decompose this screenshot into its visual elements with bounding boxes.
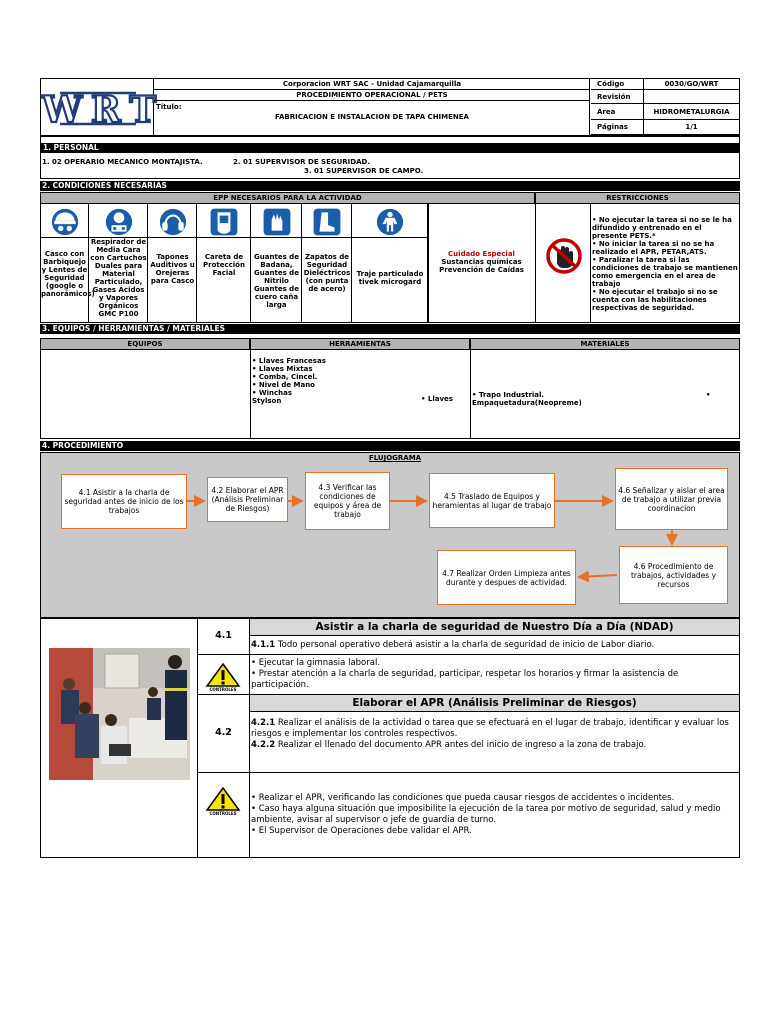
detail-divider-5 [198, 772, 740, 773]
section-4-2-controls [251, 793, 738, 837]
special-care-line-1: Sustancias químicas [441, 258, 522, 266]
header-field-value: 1/1 [644, 120, 739, 135]
personal-heading: 1. PERSONAL [41, 143, 739, 153]
epp-label: Zapatos de Seguridad Dieléctricos (con punta de acero) [303, 253, 351, 293]
sub-number: 4.2.1 [251, 718, 276, 728]
tool-item: • Nivel de Mano [252, 381, 315, 389]
flow-arrow [579, 575, 617, 577]
restriction-item: • No iniciar la tarea si no se ha realizado el APR, PETAR,ATS. [592, 240, 715, 256]
tool-item: • Winchas [252, 389, 293, 397]
epp-label: Casco con Barbiquejo y Lentes de Seguridad (google o panorámicos) [41, 250, 95, 298]
section-4-2-subs [251, 718, 738, 751]
restriction-item: • No ejecutar la tarea si no se le ha difundido y entrenado en el presente PETS.* [592, 216, 732, 240]
title-label: Título: [156, 103, 182, 111]
company-line: Corporacion WRT SAC - Unidad Cajamarquilla [154, 79, 590, 90]
sub-number: 4.1.1 [251, 640, 276, 650]
sub-number: 4.2.2 [251, 740, 276, 750]
conditions-heading: 2. CONDICIONES NECESARIAS [40, 181, 740, 191]
header-field-label: Revisión [591, 90, 643, 104]
epp-label: Respirador de Media Cara con Cartuchos Duales para Material Particulado, Gases Ácidos y Vapores Orgánicos GMC P100 [90, 238, 147, 318]
tool-item: • Llaves Mixtas [252, 365, 313, 373]
epp-label: Traje particulado tivek microgard [356, 270, 424, 286]
svg-text:CONTROLES: CONTROLES [209, 687, 237, 692]
personal-line-2: 3. 01 SUPERVISOR DE CAMPO. [304, 167, 424, 175]
detail-divider-3 [198, 654, 740, 655]
header-field-label: Código [591, 79, 643, 90]
epp-label: Tapones Auditivos u Orejeras para Casco [150, 253, 195, 285]
section-4-1-title: Asistir a la charla de seguridad de Nuestro Día a Día (NDAD) [249, 618, 740, 636]
restrictions-heading: RESTRICCIONES [535, 192, 740, 204]
flow-title: FLUJOGRAMA [368, 454, 422, 462]
col-herramientas: HERRAMIENTAS [250, 338, 470, 350]
restriction-item: • Paralizar la tarea si las condiciones de trabajo se mantienen como emergencia en el area de trabajo [592, 256, 738, 288]
col-materiales: MATERIALES [470, 338, 740, 350]
sub-item [251, 740, 738, 751]
header-field-value: HIDROMETALURGIA [644, 104, 739, 120]
epp-heading: EPP NECESARIOS PARA LA ACTIVIDAD [40, 192, 535, 204]
section-4-1-controls [251, 658, 738, 691]
personal-line-1a: 1. 02 OPERARIO MECANICO MONTAJISTA. [42, 158, 203, 166]
safety-talk-photo [49, 648, 190, 780]
warning-icon [204, 786, 242, 816]
flow-step-4-3: 4.3 Verificar las condiciones de equipos y área de trabajo [305, 472, 390, 530]
col-equipos: EQUIPOS [40, 338, 250, 350]
flow-step-4-6b: 4.6 Procedimiento de trabajos, actividades y recursos [619, 546, 728, 604]
equipment-heading: 3. EQUIPOS / HERRAMIENTAS / MATERIALES [40, 324, 740, 334]
detail-divider-4 [198, 694, 249, 695]
control-item: • Prestar atención a la charla de seguridad, participar, respetar los horarios y firmar la asistencia de participación. [251, 669, 679, 690]
header-field-label: Páginas [591, 120, 643, 135]
control-item: • Realizar el APR, verificando las condiciones que pueda causar riesgos de accidentes o incidentes. [251, 793, 675, 803]
flow-step-4-6a: 4.6 Señalizar y aislar el area de trabajo a utilizar previa coordinacion [615, 468, 728, 530]
personal-line-1b: 2. 01 SUPERVISOR DE SEGURIDAD. [233, 158, 370, 166]
section-4-2-title: Elaborar el APR (Análisis Preliminar de Riesgos) [249, 694, 740, 712]
tool-item: • Llaves Francesas [252, 357, 326, 365]
doc-title: FABRICACION E INSTALACION DE TAPA CHIMENEA [275, 113, 469, 121]
doc-type: PROCEDIMIENTO OPERACIONAL / PETS [154, 90, 590, 101]
warning-icon [204, 662, 242, 692]
flow-step-4-1: 4.1 Asistir a la charla de seguridad antes de inicio de los trabajos [61, 474, 187, 529]
control-item: • Ejecutar la gimnasia laboral. [251, 658, 381, 668]
sub-text: Todo personal operativo deberá asistir a la charla de seguridad de inicio de Labor diario. [275, 640, 655, 650]
epp-label: Careta de Protección Facial [203, 253, 245, 277]
tool-item: Stylson [252, 397, 282, 405]
material-item: Empaquetadura(Neopreme) [472, 399, 582, 407]
control-item: • El Supervisor de Operaciones debe validar el APR. [251, 826, 472, 836]
material-bullet: • [706, 391, 711, 399]
sub-item [251, 718, 738, 740]
svg-text:CONTROLES: CONTROLES [209, 811, 237, 816]
special-care-line-2: Prevención de Caídas [439, 266, 524, 274]
header-field-label: Área [591, 104, 643, 120]
flow-step-4-5: 4.5 Traslado de Equipos y heramientas al lugar de trabajo [429, 473, 555, 528]
section-4-1-number: 4.1 [215, 630, 232, 641]
epp-label: Guantes de Badana, Guantes de Nitrilo Guantes de cuero caña larga [254, 253, 299, 309]
section-4-2-number: 4.2 [215, 727, 232, 738]
restriction-item: • No ejecutar el trabajo si no se cuenta con las habilitaciones respectivas de seguridad. [592, 288, 718, 312]
procedure-heading: 4. PROCEDIMIENTO [40, 441, 740, 451]
flow-step-4-2: 4.2 Elaborar el APR (Análisis Preliminar de Riesgos) [207, 477, 288, 522]
sub-text: Realizar el llenado del documento APR antes del inicio de ingreso a la zona de trabajo. [275, 740, 647, 750]
tool-item: • Comba, Cincel. [252, 373, 318, 381]
svg-text:W R T: W R T [41, 89, 154, 131]
flow-step-4-7: 4.7 Realizar Orden Limpieza antes durante y despues de actividad. [437, 550, 576, 605]
control-item: • Caso haya alguna situación que imposibilite la ejecución de la tarea por motivo de seguridad, salud y medio ambiente, avisar al supervisor o jefe de guardia de turno. [251, 804, 721, 825]
header-field-value: 0030/GO/WRT [644, 79, 739, 90]
sub-text: Realizar el análisis de la actividad o tarea que se efectuará en el lugar de trabajo, identificar y evaluar los riesgos e implementar los controles respectivos. [251, 718, 729, 739]
material-item: • Trapo Industrial. [472, 391, 545, 399]
section-4-1-1 [251, 640, 738, 651]
tool-item-llaves: • Llaves [421, 395, 453, 403]
special-care-title: Cuidado Especial [448, 250, 515, 258]
